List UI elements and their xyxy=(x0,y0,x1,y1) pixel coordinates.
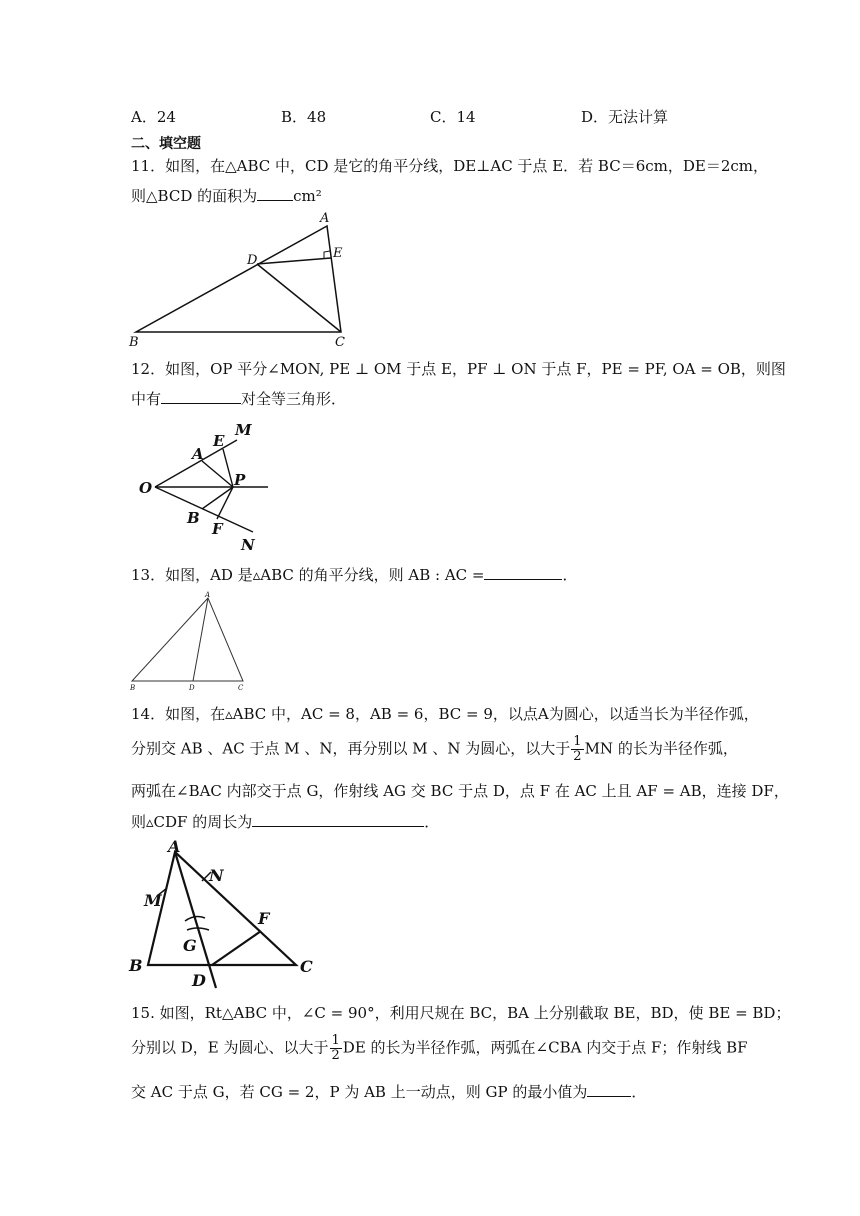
q12-label-a: A xyxy=(192,445,204,463)
q11-label-b: B xyxy=(129,335,139,350)
q12-label-p: P xyxy=(234,471,246,489)
q15-line2 xyxy=(131,1034,748,1063)
q13-answer-blank[interactable] xyxy=(484,565,562,580)
q15-line3-post: ． xyxy=(631,1083,647,1101)
q14-frac-den: 2 xyxy=(573,749,582,764)
q11-line1: 11．如图，在△ABC 中，CD 是它的角平分线，DE⊥AC 于点 E．若 BC＝6cm，DE＝2cm， xyxy=(131,157,769,175)
option-c: C．14 xyxy=(430,108,476,126)
q15-line2-post: DE 的长为半径作弧，两弧在∠CBA 内交于点 F；作射线 BF xyxy=(342,1038,748,1057)
q14-answer-blank[interactable] xyxy=(252,812,424,827)
q12-line2-post: 对全等三角形． xyxy=(241,390,347,408)
section-title: 二、填空题 xyxy=(131,136,201,152)
q12-label-f: F xyxy=(212,520,223,538)
q11-line2-pre: 则△BCD 的面积为 xyxy=(131,187,258,205)
q15-line1: 15. 如图，Rt△ABC 中，∠C = 90°，利用尺规在 BC，BA 上分别截取 BE，BD，使 BE = BD； xyxy=(131,1004,791,1022)
q14-frac-num: 1 xyxy=(573,734,582,749)
q11-label-d: D xyxy=(247,253,258,268)
q12-label-o: O xyxy=(139,479,153,497)
q12-label-b: B xyxy=(187,509,200,527)
q11-line2 xyxy=(131,185,322,206)
q14-line2-pre: 分别交 AB 、AC 于点 M 、N，再分别以 M 、N 为圆心，以大于 xyxy=(131,739,571,758)
q13-label-a: A xyxy=(205,591,211,599)
q11-line2-post: cm² xyxy=(293,187,322,205)
q11-label-e: E xyxy=(333,246,343,261)
q11-label-a: A xyxy=(320,211,330,226)
q11-answer-blank[interactable] xyxy=(257,186,293,201)
q14-figure xyxy=(125,838,325,996)
q14-line4-post: ． xyxy=(424,813,440,831)
q15-fraction xyxy=(330,1034,342,1063)
q13-line1 xyxy=(131,564,578,585)
option-a: A．24 xyxy=(131,108,176,126)
q12-line2-pre: 中有 xyxy=(131,390,162,408)
q15-line3 xyxy=(131,1081,646,1102)
q13-label-b: B xyxy=(130,684,136,692)
option-d: D．无法计算 xyxy=(581,108,669,126)
q14-label-g: G xyxy=(183,936,197,955)
q14-label-b: B xyxy=(129,956,143,975)
q11-label-c: C xyxy=(335,335,345,350)
q15-answer-blank[interactable] xyxy=(587,1082,631,1097)
q14-line4-pre: 则▵CDF 的周长为 xyxy=(131,813,253,831)
q13-figure xyxy=(125,590,255,695)
q14-label-n: N xyxy=(209,866,224,885)
q13-label-d: D xyxy=(189,684,195,692)
q14-label-f: F xyxy=(258,909,270,928)
q12-answer-blank[interactable] xyxy=(161,389,241,404)
q14-label-d: D xyxy=(192,971,206,990)
q13-line1-post: ． xyxy=(562,566,578,584)
option-b: B．48 xyxy=(281,108,327,126)
q12-label-e: E xyxy=(213,432,225,450)
q15-line2-pre: 分别以 D，E 为圆心、以大于 xyxy=(131,1038,329,1057)
q12-label-n: N xyxy=(241,536,255,554)
q14-fraction xyxy=(571,735,583,764)
q13-label-c: C xyxy=(238,684,244,692)
q14-line1: 14．如图，在▵ABC 中，AC = 8，AB = 6，BC = 9，以点A为圆心，以适当长为半径作弧， xyxy=(131,705,759,723)
q12-line1: 12．如图，OP 平分∠MON, PE ⊥ OM 于点 E，PF ⊥ ON 于点 F，PE = PF, OA = OB，则图 xyxy=(131,360,786,378)
q14-line2 xyxy=(131,735,738,764)
q15-frac-num: 1 xyxy=(331,1033,340,1048)
q15-line3-pre: 交 AC 于点 G，若 CG = 2，P 为 AB 上一动点，则 GP 的最小值为 xyxy=(131,1083,588,1101)
q11-figure xyxy=(125,205,355,350)
q14-label-m: M xyxy=(144,891,162,910)
q12-figure xyxy=(135,420,285,555)
q14-label-c: C xyxy=(300,957,313,976)
q14-line4 xyxy=(131,811,439,832)
q12-line2 xyxy=(131,388,346,409)
q12-label-m: M xyxy=(235,421,252,439)
q14-label-a: A xyxy=(168,838,181,856)
q15-frac-den: 2 xyxy=(331,1048,340,1063)
q14-line3: 两弧在∠BAC 内部交于点 G，作射线 AG 交 BC 于点 D，点 F 在 AC 上且 AF = AB，连接 DF， xyxy=(131,782,789,800)
q14-line2-post: MN 的长为半径作弧， xyxy=(584,739,738,758)
q13-line1-pre: 13．如图，AD 是▵ABC 的角平分线，则 AB : AC = xyxy=(131,566,485,584)
